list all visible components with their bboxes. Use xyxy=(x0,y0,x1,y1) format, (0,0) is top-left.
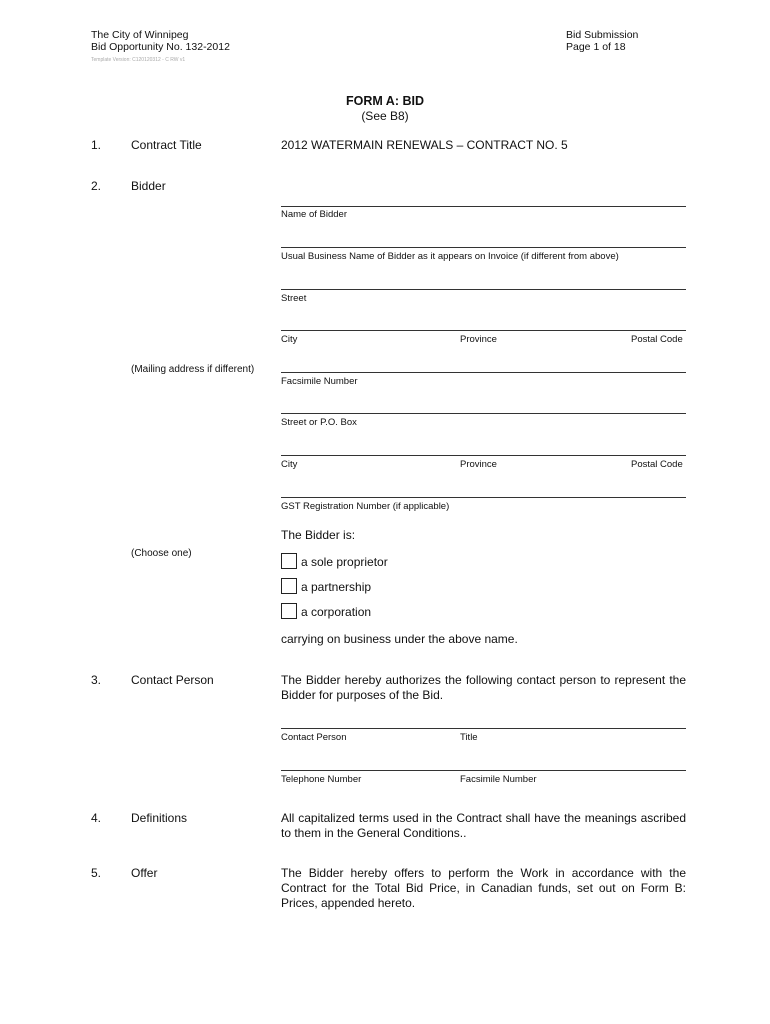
usual-business-name-caption: Usual Business Name of Bidder as it appears on Invoice (if different from above) xyxy=(281,251,619,262)
facsimile-caption: Facsimile Number xyxy=(281,376,358,387)
sole-proprietor-checkbox[interactable] xyxy=(281,553,297,569)
postal-code-caption: Postal Code xyxy=(631,334,683,345)
header-right xyxy=(566,29,638,53)
section-2-label: Bidder xyxy=(131,179,166,193)
usual-business-name-field[interactable] xyxy=(281,247,686,248)
choose-one-note: (Choose one) xyxy=(131,548,192,559)
contact-person-title-field[interactable] xyxy=(281,728,686,729)
facsimile-field[interactable] xyxy=(281,372,686,373)
carrying-on-business-text: carrying on business under the above name. xyxy=(281,632,518,646)
mailing-address-note: (Mailing address if different) xyxy=(131,364,255,375)
mailing-postal-code-caption: Postal Code xyxy=(631,459,683,470)
header-bid-submission: Bid Submission xyxy=(566,29,639,41)
partnership-checkbox[interactable] xyxy=(281,578,297,594)
telephone-caption: Telephone Number xyxy=(281,774,362,785)
section-5-label: Offer xyxy=(131,866,158,880)
section-1-label: Contract Title xyxy=(131,138,202,152)
section-5-number: 5. xyxy=(91,866,102,880)
title-caption: Title xyxy=(460,732,478,743)
city-province-postal-field[interactable] xyxy=(281,330,686,331)
contract-title-value: 2012 WATERMAIN RENEWALS – CONTRACT NO. 5 xyxy=(281,138,568,152)
street-caption: Street xyxy=(281,293,307,304)
form-subtitle: (See B8) xyxy=(361,109,409,123)
gst-registration-field[interactable] xyxy=(281,497,686,498)
header-city: The City of Winnipeg xyxy=(91,29,189,41)
bidder-is-label: The Bidder is: xyxy=(281,528,356,542)
section-3-number: 3. xyxy=(91,673,102,687)
city-caption: City xyxy=(281,334,298,345)
mailing-city-caption: City xyxy=(281,459,298,470)
street-field[interactable] xyxy=(281,289,686,290)
section-4-label: Definitions xyxy=(131,811,188,825)
corporation-checkbox[interactable] xyxy=(281,603,297,619)
section-2-number: 2. xyxy=(91,179,102,193)
header-left xyxy=(91,29,230,53)
section-3-label: Contact Person xyxy=(131,673,214,687)
telephone-facsimile-field[interactable] xyxy=(281,770,686,771)
partnership-label: a partnership xyxy=(301,580,372,594)
header-page-number: Page 1 of 18 xyxy=(566,41,626,53)
contact-facsimile-caption: Facsimile Number xyxy=(460,774,537,785)
name-of-bidder-caption: Name of Bidder xyxy=(281,209,348,220)
corporation-label: a corporation xyxy=(301,605,372,619)
header-bid-opportunity: Bid Opportunity No. 132-2012 xyxy=(91,41,230,53)
form-title: FORM A: BID xyxy=(346,94,424,108)
offer-paragraph: The Bidder hereby offers to perform the Work in accordance with the Contract for the Total Bid Price, in Canadian funds, set out on Form B: Prices, appended hereto. xyxy=(281,866,686,910)
name-of-bidder-field[interactable] xyxy=(281,206,686,207)
template-version-note: Template Version: C120120312 - C RW v1 xyxy=(91,57,186,63)
mailing-city-province-postal-field[interactable] xyxy=(281,455,686,456)
province-caption: Province xyxy=(460,334,497,345)
definitions-paragraph: All capitalized terms used in the Contract shall have the meanings ascribed to them in the General Conditions.. xyxy=(281,811,686,840)
section-1-number: 1. xyxy=(91,138,102,152)
contact-person-paragraph: The Bidder hereby authorizes the following contact person to represent the Bidder for purposes of the Bid. xyxy=(281,673,686,702)
street-po-box-field[interactable] xyxy=(281,413,686,414)
street-po-box-caption: Street or P.O. Box xyxy=(281,417,357,428)
section-4-number: 4. xyxy=(91,811,102,825)
contact-person-caption: Contact Person xyxy=(281,732,347,743)
gst-registration-caption: GST Registration Number (if applicable) xyxy=(281,501,450,512)
sole-proprietor-label: a sole proprietor xyxy=(301,555,388,569)
mailing-province-caption: Province xyxy=(460,459,497,470)
